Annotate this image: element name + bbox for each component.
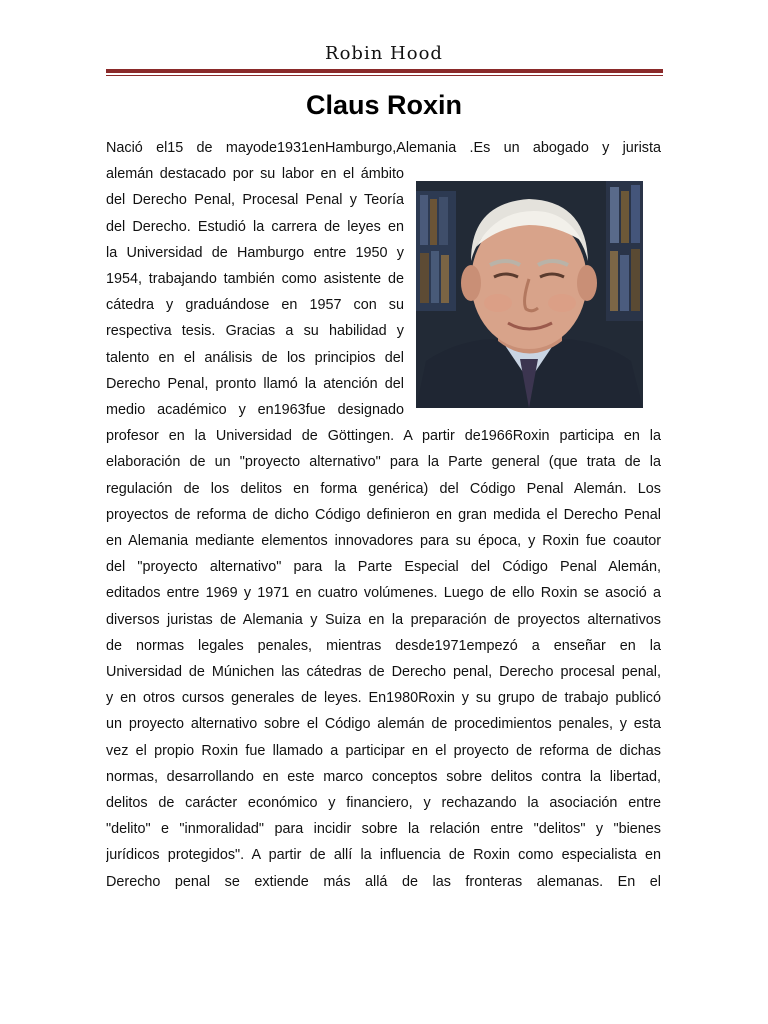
text-line: del "proyecto alternativo" para la Parte Especial del Código Penal Alemán, — [106, 559, 661, 576]
text-line: en Alemania mediante elementos innovadores para su época, y Roxin fue coautor — [106, 533, 661, 549]
text-line: la Universidad de Hamburgo entre 1950 y — [106, 244, 404, 261]
text-line: vez el propio Roxin fue llamado a participar en el proyecto de reforma de dichas — [106, 742, 661, 759]
text-line: "delito" e "inmoralidad" para incidir sobre la relación entre "delitos" y "bienes — [106, 821, 661, 838]
text-line: editados entre 1969 y 1971 en cuatro volúmenes. Luego de ello Roxin se asoció a — [106, 585, 661, 602]
text-line: jurídicos protegidos". A partir de allí la influencia de Roxin como especialista en — [106, 847, 661, 864]
text-line: alemán destacado por su labor en el ámbito — [106, 166, 404, 183]
text-line: diversos juristas de Alemania y Suiza en la preparación de proyectos alternativos — [106, 611, 661, 628]
running-header: Robin Hood — [325, 43, 443, 64]
document-title: Claus Roxin — [305, 90, 463, 120]
text-line: del Derecho Penal, Procesal Penal y Teoría — [106, 192, 404, 209]
header-rule-thin — [106, 75, 663, 76]
text-line: Nació el15 de mayode1931enHamburgo,Alemania .Es un abogado y jurista — [106, 140, 661, 156]
text-line: de normas legales penales, mientras desde1971empezó a enseñar en la — [106, 637, 661, 654]
text-line: regulación de los delitos en forma genérica) del Código Penal Alemán. Los — [106, 480, 661, 497]
portrait-photo — [416, 181, 643, 408]
text-line: elaboración de un "proyecto alternativo" para la Parte general (que trata de la — [106, 454, 661, 471]
text-line: medio académico y en1963fue designado — [106, 402, 404, 418]
text-line: respectiva tesis. Gracias a su habilidad y — [106, 323, 404, 340]
text-line: normas, desarrollando en este marco conceptos sobre delitos contra la libertad, — [106, 768, 661, 785]
text-line: un proyecto alternativo sobre el Código alemán de procedimientos penales, y esta — [106, 716, 661, 733]
text-line: del Derecho. Estudió la carrera de leyes en — [106, 218, 404, 235]
text-line: cátedra y graduándose en 1957 con su — [106, 297, 404, 314]
text-line: y en otros cursos generales de leyes. En1980Roxin y su grupo de trabajo publicó — [106, 690, 661, 707]
text-line: talento en el análisis de los principios del — [106, 349, 404, 366]
text-line: profesor en la Universidad de Göttingen. A partir de1966Roxin participa en la — [106, 428, 661, 445]
header-rule-thick — [106, 69, 663, 73]
text-line: proyectos de reforma de dicho Código definieron en gran medida el Derecho Penal — [106, 506, 661, 523]
text-line: Derecho penal se extiende más allá de las fronteras alemanas. En el — [106, 873, 661, 890]
text-line: Universidad de Múnichen las cátedras de Derecho penal, Derecho procesal penal, — [106, 664, 661, 680]
text-line: 1954, trabajando también como asistente de — [106, 271, 404, 287]
portrait-image — [416, 181, 643, 408]
text-line: delitos de carácter económico y financiero, y rechazando la asociación entre — [106, 795, 661, 811]
text-line: Derecho Penal, pronto llamó la atención del — [106, 375, 404, 392]
